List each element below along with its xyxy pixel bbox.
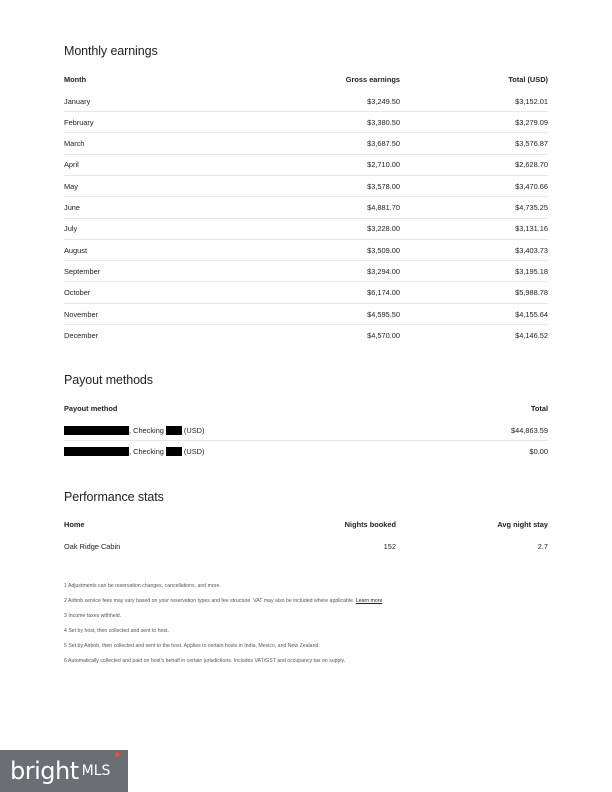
total-cell: $3,279.09 <box>515 117 548 127</box>
total-cell: $3,403.73 <box>515 245 548 255</box>
payout-currency: (USD) <box>183 447 205 456</box>
redaction-bar <box>166 426 182 435</box>
watermark-word: bright <box>10 757 79 785</box>
payout-row <box>64 441 548 462</box>
watermark-mls: MLS <box>81 763 111 779</box>
gross-cell: $3,380.50 <box>367 117 400 127</box>
month-cell: June <box>64 203 81 212</box>
home-name: Oak Ridge Cabin <box>64 542 121 551</box>
redaction-bar <box>166 447 182 456</box>
header-home: Home <box>64 520 85 529</box>
redaction-bar <box>64 426 129 435</box>
gross-cell: $4,595.50 <box>367 309 400 319</box>
learn-more-link[interactable]: Learn more <box>355 598 383 604</box>
gross-cell: $2,710.00 <box>367 160 400 170</box>
performance-stats-title: Performance stats <box>64 490 164 504</box>
avg-night-stay: 2.7 <box>537 542 548 551</box>
month-cell: July <box>64 224 78 234</box>
watermark-spark-icon <box>115 752 120 757</box>
gross-cell: $3,578.00 <box>367 181 400 191</box>
header-payout-method: Payout method <box>64 404 118 413</box>
total-cell: $3,470.66 <box>515 181 548 191</box>
performance-row <box>64 536 548 557</box>
redaction-bar <box>64 447 129 456</box>
table-row <box>64 240 548 261</box>
performance-table-header <box>64 514 548 535</box>
header-avg-night-stay: Avg night stay <box>497 520 548 529</box>
table-row <box>64 198 548 219</box>
month-cell: December <box>64 331 99 341</box>
month-cell: November <box>64 309 99 319</box>
payout-checking: , Checking <box>129 447 164 456</box>
footnote <box>64 597 548 612</box>
header-payout-total: Total <box>530 404 548 413</box>
total-cell: $4,735.25 <box>515 203 548 212</box>
total-cell: $4,155.64 <box>515 309 548 319</box>
header-total: Total (USD) <box>508 75 548 84</box>
month-cell: August <box>64 245 88 255</box>
month-cell: October <box>64 288 91 298</box>
gross-cell: $3,228.00 <box>367 224 400 234</box>
gross-cell: $4,570.00 <box>367 331 400 341</box>
gross-cell: $3,687.50 <box>367 139 400 149</box>
month-cell: February <box>64 117 94 127</box>
total-cell: $4,146.52 <box>515 331 548 341</box>
payout-methods-title: Payout methods <box>64 373 153 387</box>
nights-booked: 152 <box>383 542 396 551</box>
monthly-earnings-title: Monthly earnings <box>64 44 158 58</box>
gross-cell: $4,881.70 <box>367 203 400 212</box>
bright-mls-watermark <box>0 750 128 792</box>
total-cell: $3,195.18 <box>515 266 548 276</box>
footnote: 4 Set by host, then collected and sent to host. <box>64 628 169 634</box>
gross-cell: $3,509.00 <box>367 245 400 255</box>
month-cell: March <box>64 139 85 149</box>
payout-table-header <box>64 398 548 419</box>
table-row <box>64 325 548 346</box>
footnotes <box>64 582 548 672</box>
table-row <box>64 176 548 197</box>
monthly-table-header <box>64 69 548 90</box>
table-row <box>64 219 548 240</box>
month-cell: September <box>64 266 101 276</box>
gross-cell: $6,174.00 <box>367 288 400 298</box>
month-cell: April <box>64 160 79 170</box>
payout-total: $0.00 <box>529 447 548 456</box>
payout-row <box>64 420 548 441</box>
footnote: 6 Automatically collected and paid on host's behalf in certain jurisdictions. Includes VAT/GST and occupancy tax on supply. <box>64 658 346 664</box>
header-nights-booked: Nights booked <box>344 520 396 529</box>
total-cell: $3,152.01 <box>515 96 548 106</box>
table-row <box>64 261 548 282</box>
footnote: 1 Adjustments can be reservation changes, cancellations, and more. <box>64 583 221 589</box>
table-row <box>64 112 548 133</box>
gross-cell: $3,294.00 <box>367 266 400 276</box>
payout-total: $44,863.59 <box>511 425 548 435</box>
table-row <box>64 155 548 176</box>
total-cell: $2,628.70 <box>515 160 548 170</box>
total-cell: $3,576.87 <box>515 139 548 149</box>
month-cell: January <box>64 96 91 106</box>
payout-method-cell <box>64 426 428 435</box>
month-cell: May <box>64 181 78 191</box>
payout-method-cell <box>64 447 428 456</box>
header-gross: Gross earnings <box>345 75 400 84</box>
table-row <box>64 134 548 155</box>
footnote-text: 2 Airbnb service fees may vary based on your reservation types and fee structure. VAT may also be included where applicable. <box>64 598 355 604</box>
gross-cell: $3,249.50 <box>367 96 400 106</box>
payout-currency: (USD) <box>183 425 205 435</box>
payout-checking: , Checking <box>129 425 164 435</box>
total-cell: $3,131.16 <box>515 224 548 234</box>
footnote: 5 Set by Airbnb, then collected and sent to the host. Applies to certain hosts in India, Mexico, and New Zealand. <box>64 643 320 649</box>
header-month: Month <box>64 75 87 84</box>
table-row <box>64 91 548 112</box>
total-cell: $5,988.78 <box>515 288 548 298</box>
table-row <box>64 283 548 304</box>
footnote: 3 Income taxes withheld. <box>64 613 122 619</box>
table-row <box>64 304 548 325</box>
